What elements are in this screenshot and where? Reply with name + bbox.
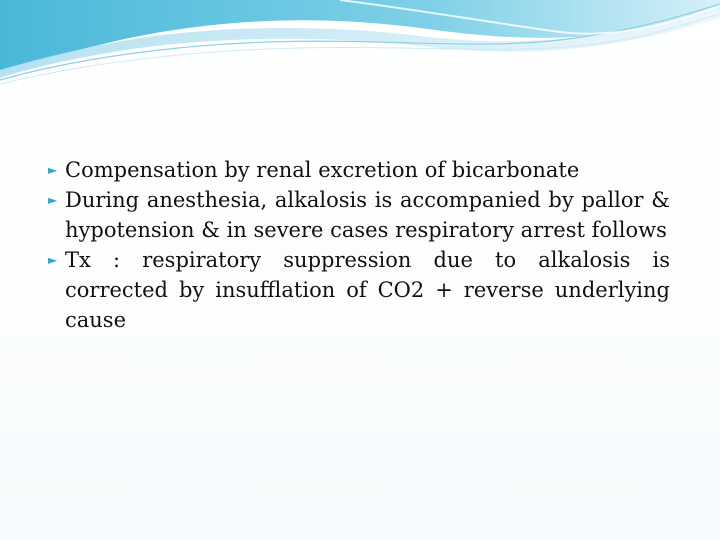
bullet-icon: ► — [48, 163, 58, 177]
bullet-item — [48, 245, 670, 335]
bullet-item — [48, 185, 670, 245]
bullet-item — [48, 155, 670, 185]
bullet-list — [48, 155, 670, 335]
bullet-text: Compensation by renal excretion of bicarbonate — [65, 158, 580, 182]
bullet-icon: ► — [48, 253, 58, 267]
header-wave-decoration — [0, 0, 720, 90]
bullet-text: During anesthesia, alkalosis is accompanied by pallor & hypotension & in severe cases respiratory arrest follows — [65, 188, 670, 242]
bullet-icon: ► — [48, 193, 58, 207]
bullet-text: Tx : respiratory suppression due to alkalosis is corrected by insufflation of CO2 + reverse underlying cause — [65, 248, 670, 332]
